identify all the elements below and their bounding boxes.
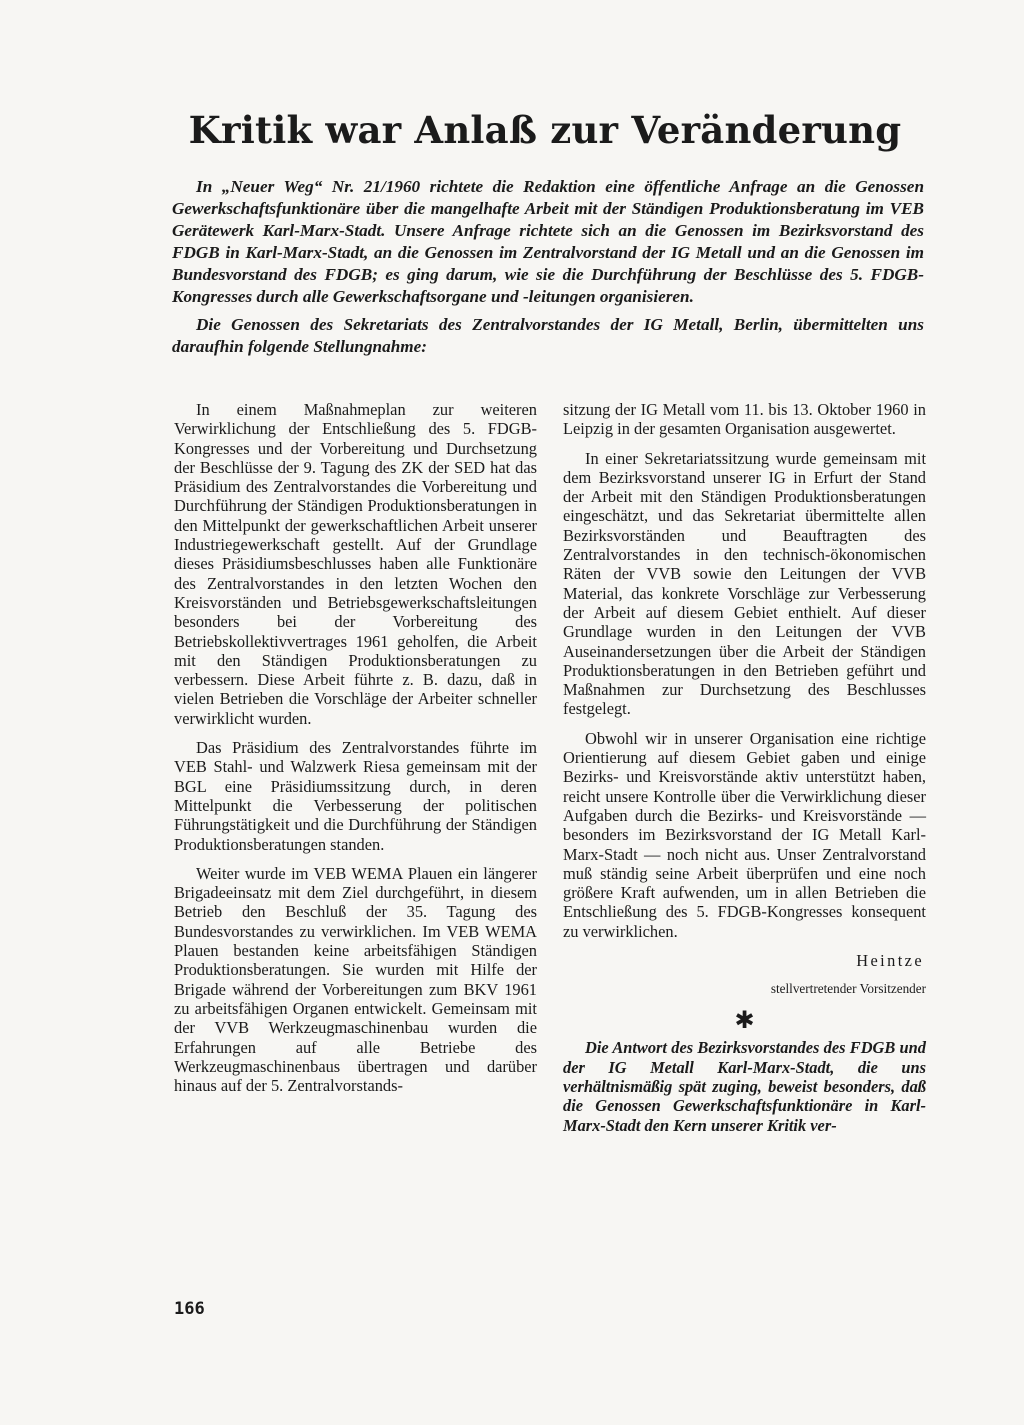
page-number: 166 <box>174 1299 205 1319</box>
asterisk-separator-icon: ✱ <box>734 1008 755 1035</box>
signature-role: stellvertretender Vorsitzender <box>770 981 926 997</box>
left-paragraph-3: Weiter wurde im VEB WEMA Plauen ein längerer Brigadeeinsatz mit dem Ziel durchgeführt, in diesem Betrieb den Beschluß der 35. Tagung des Bundesvorstandes zu verwirklichen. Im VEB WEMA Plauen bestanden keine arbeitsfähigen Ständigen Produktionsberatungen. Sie wurden mit Hilfe der Brigade während der Vorbereitungen zum BKV 1961 zu arbeitsfähigen Organen entwickelt. Gemeinsam mit der VVB Werkzeugmaschinenbau wurden die Erfahrungen auf alle Betriebe des Werkzeugmaschinenbaus übertragen und darüber hinaus auf der 5. Zentralvorstands- <box>174 863 537 1096</box>
intro-paragraph-2: Die Genossen des Sekretariats des Zentralvorstandes der IG Metall, Berlin, übermittelten uns daraufhin folgende Stellungnahme: <box>172 315 924 357</box>
article-title: Kritik war Anlaß zur Veränderung <box>188 108 902 152</box>
right-paragraph-2: In einer Sekretariatssitzung wurde gemeinsam mit dem Bezirksvorstand unserer IG in Erfurt der Stand der Arbeit mit den Ständigen Produktionsberatungen eingeschätzt, und das Sekretariat übermittelte allen Bezirksvorständen und Beauftragten des Zentralvorstandes in den technisch-ökonomischen Räten der VVB sowie den Leitungen der VVB Material, das konkrete Vorschläge zur Verbesserung der Arbeit auf diesem Gebiet enthielt. Auf dieser Grundlage wurden in den Leitungen der VVB Auseinandersetzungen über die Arbeit der Ständigen Produktionsberatungen in den Betrieben geführt und Maßnahmen zur Durchsetzung des Beschlusses festgelegt. <box>563 448 926 719</box>
right-column <box>563 400 926 1145</box>
left-paragraph-1: In einem Maßnahmeplan zur weiteren Verwirklichung der Entschließung des 5. FDGB-Kongresses und der Vorbereitung und Durchsetzung der Beschlüsse der 9. Tagung des ZK der SED hat das Präsidium des Zentralvorstandes die Vorbereitung und Durchführung der Ständigen Produktionsberatungen in den Mittelpunkt der gewerkschaftlichen Arbeit unserer Industriegewerkschaft gestellt. Auf der Grundlage dieses Präsidiumsbeschlusses haben alle Funktionäre des Zentralvorstandes in den letzten Wochen den Kreisvorständen und Betriebsgewerkschaftsleitungen besonders bei der Vorbereitung des Betriebskollektivvertrages 1961 geholfen, die Arbeit mit den Ständigen Produktionsberatungen zu verbessern. Diese Arbeit führte z. B. dazu, daß in vielen Betrieben die Vorschläge der Arbeiter schneller verwirklicht wurden. <box>174 400 537 728</box>
left-column <box>174 400 537 1105</box>
signature-name: Heintze <box>856 951 924 971</box>
article-intro <box>172 176 924 358</box>
right-paragraph-1: sitzung der IG Metall vom 11. bis 13. Oktober 1960 in Leipzig in der gesamten Organisation ausgewertet. <box>563 400 926 439</box>
intro-paragraph-1: In „Neuer Weg“ Nr. 21/1960 richtete die Redaktion eine öffentliche Anfrage an die Genossen Gewerkschaftsfunktionäre über die mangelhafte Arbeit mit der Ständigen Produktionsberatung im VEB Gerätewerk Karl-Marx-Stadt. Unsere Anfrage richtete sich an die Genossen im Bezirksvorstand des FDGB in Karl-Marx-Stadt, an die Genossen im Zentralvorstand der IG Metall und an die Genossen im Bundesvorstand des FDGB; es ging darum, wie sie die Durchführung der Beschlüsse des 5. FDGB-Kongresses durch alle Gewerkschaftsorgane und -leitungen organisieren. <box>172 177 924 306</box>
right-paragraph-4: Die Antwort des Bezirksvorstandes des FDGB und der IG Metall Karl-Marx-Stadt, die uns verhältnismäßig spät zuging, beweist besonders, daß die Genossen Gewerkschaftsfunktionäre in Karl-Marx-Stadt den Kern unserer Kritik ver- <box>563 1038 926 1135</box>
left-paragraph-2: Das Präsidium des Zentralvorstandes führte im VEB Stahl- und Walzwerk Riesa gemeinsam mit der BGL eine Präsidiumssitzung durch, in deren Mittelpunkt die Verbesserung der politischen Führungstätigkeit und die Durchführung der Ständigen Produktionsberatungen standen. <box>174 738 537 854</box>
right-paragraph-3: Obwohl wir in unserer Organisation eine richtige Orientierung auf diesem Gebiet gaben und einige Bezirks- und Kreisvorstände aktiv unterstützt haben, reicht unsere Kontrolle über die Verwirklichung dieser Aufgaben durch die Bezirks- und Kreisvorstände — besonders im Bezirksvorstand der IG Metall Karl-Marx-Stadt — noch nicht aus. Unser Zentralvorstand muß ständig seine Arbeit überprüfen und eine noch größere Kraft aufwenden, um in allen Betrieben die Entschließung des 5. FDGB-Kongresses konsequent zu verwirklichen. <box>563 728 926 941</box>
